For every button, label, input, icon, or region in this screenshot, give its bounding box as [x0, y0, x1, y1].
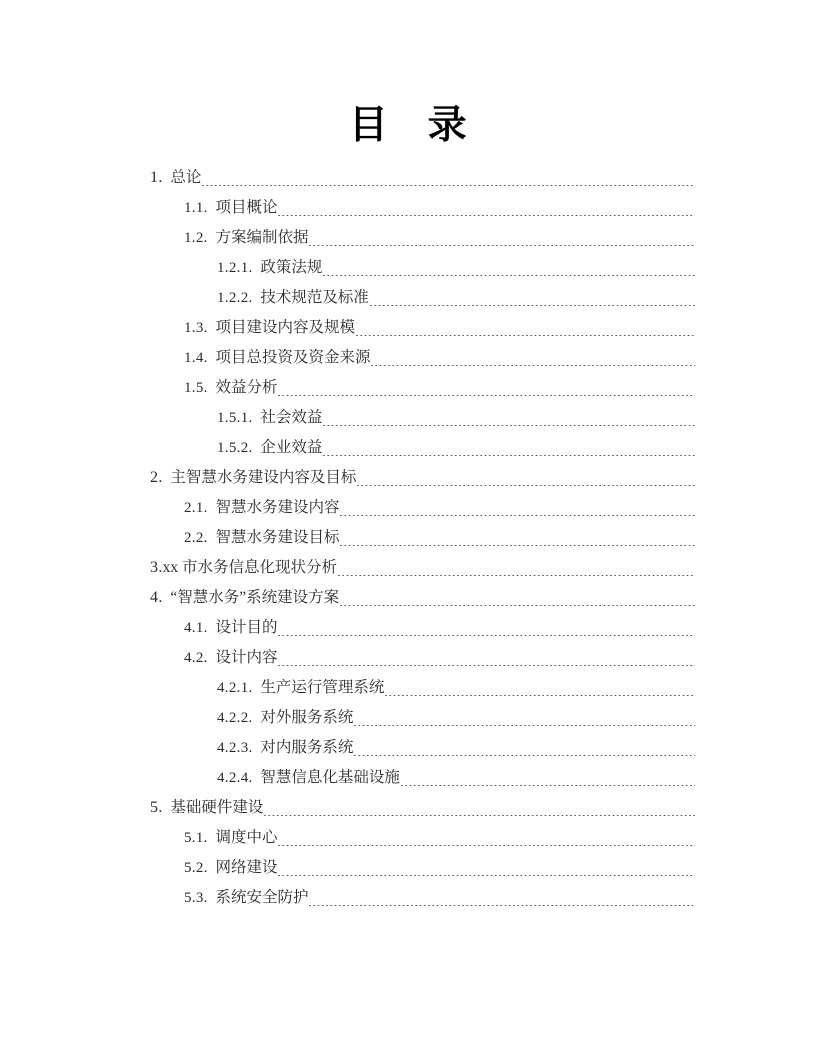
toc-dot-leader — [338, 575, 695, 576]
toc-entry[interactable] — [0, 283, 816, 313]
toc-dot-leader — [356, 335, 695, 336]
toc-dot-leader — [264, 815, 695, 816]
toc-dot-leader — [385, 695, 695, 696]
toc-entry-number: 4. — [150, 589, 163, 606]
toc-entry-label: 方案编制依据 — [215, 229, 309, 246]
toc-entry-gap — [163, 463, 171, 493]
toc-entry[interactable] — [0, 733, 816, 763]
toc-entry[interactable] — [0, 643, 816, 673]
toc-entry[interactable] — [0, 583, 816, 613]
toc-entry-gap — [163, 583, 171, 613]
toc-entry[interactable] — [0, 883, 816, 913]
toc-dot-leader — [370, 305, 695, 306]
toc-entry-label: 智慧水务建设内容 — [215, 499, 340, 516]
toc-dot-leader — [278, 635, 695, 636]
toc-entry[interactable] — [0, 463, 816, 493]
toc-entry-label: xx 市水务信息化现状分析 — [162, 559, 338, 576]
toc-entry-number: 1.2. — [184, 230, 208, 246]
toc-entry-gap — [208, 523, 216, 553]
toc-entry-label: 对内服务系统 — [260, 739, 354, 756]
toc-entry-gap — [208, 613, 216, 643]
toc-dot-leader — [309, 905, 695, 906]
toc-entry-gap — [208, 853, 216, 883]
toc-entry-number: 4.2.3. — [217, 740, 253, 756]
toc-entry-label: 调度中心 — [215, 829, 278, 846]
toc-entry-gap — [253, 283, 261, 313]
toc-entry-label: 技术规范及标准 — [260, 289, 369, 306]
toc-entry-label: 设计内容 — [215, 649, 278, 666]
toc-entry-label: 项目建设内容及规模 — [215, 319, 355, 336]
toc-dot-leader — [323, 275, 695, 276]
toc-entry-label: 主智慧水务建设内容及目标 — [170, 469, 357, 486]
toc-entry-number: 1.1. — [184, 200, 208, 216]
toc-entry[interactable] — [0, 373, 816, 403]
toc-dot-leader — [357, 485, 695, 486]
toc-entry-number: 5.1. — [184, 830, 208, 846]
toc-entry-number: 2.2. — [184, 530, 208, 546]
toc-entry-number: 5.2. — [184, 860, 208, 876]
toc-entry-number: 4.2.2. — [217, 710, 253, 726]
toc-dot-leader — [278, 215, 695, 216]
toc-entry-label: 基础硬件建设 — [170, 799, 264, 816]
toc-entry-gap — [208, 343, 216, 373]
toc-entry[interactable] — [0, 613, 816, 643]
toc-entry-label: 项目概论 — [215, 199, 278, 216]
toc-entry-gap — [253, 703, 261, 733]
toc-entry-number: 2. — [150, 469, 163, 486]
toc-entry[interactable] — [0, 223, 816, 253]
toc-entry-label: 社会效益 — [260, 409, 323, 426]
toc-entry[interactable] — [0, 793, 816, 823]
toc-entry-gap — [208, 823, 216, 853]
toc-entry[interactable] — [0, 163, 816, 193]
toc-entry-gap — [208, 313, 216, 343]
toc-dot-leader — [323, 455, 695, 456]
toc-entry-number: 1.5.1. — [217, 410, 253, 426]
toc-entry-label: 对外服务系统 — [260, 709, 354, 726]
toc-entry-gap — [253, 253, 261, 283]
toc-entry-number: 5. — [150, 799, 163, 816]
toc-entry-label: 智慧信息化基础设施 — [260, 769, 400, 786]
toc-entry-gap — [208, 373, 216, 403]
page-title: 目 录 — [348, 104, 468, 147]
toc-entry-number: 3. — [150, 559, 163, 576]
toc-dot-leader — [340, 605, 695, 606]
toc-entry-gap — [253, 733, 261, 763]
toc-dot-leader — [278, 395, 695, 396]
toc-dot-leader — [323, 425, 695, 426]
toc-entry[interactable] — [0, 703, 816, 733]
toc-dot-leader — [202, 185, 695, 186]
toc-dot-leader — [278, 665, 695, 666]
toc-entry-gap — [208, 493, 216, 523]
toc-entry-label: 智慧水务建设目标 — [215, 529, 340, 546]
toc-entry-number: 4.2. — [184, 650, 208, 666]
toc-entry-label: 政策法规 — [260, 259, 323, 276]
toc-dot-leader — [354, 755, 695, 756]
toc-entry-label: 网络建设 — [215, 859, 278, 876]
toc-entry-gap — [253, 433, 261, 463]
toc-entry-gap — [208, 193, 216, 223]
toc-entry[interactable] — [0, 403, 816, 433]
toc-entry-gap — [208, 223, 216, 253]
toc-entry[interactable] — [0, 553, 816, 583]
toc-entry-number: 1.5.2. — [217, 440, 253, 456]
toc-entry-label: 企业效益 — [260, 439, 323, 456]
toc-entry-number: 5.3. — [184, 890, 208, 906]
toc-entry-label: 效益分析 — [215, 379, 278, 396]
toc-dot-leader — [401, 785, 695, 786]
toc-entry[interactable] — [0, 493, 816, 523]
toc-dot-leader — [278, 875, 695, 876]
toc-dot-leader — [278, 845, 695, 846]
toc-entry-number: 1.5. — [184, 380, 208, 396]
toc-dot-leader — [354, 725, 695, 726]
toc-entry-gap — [208, 643, 216, 673]
toc-entry-label: 生产运行管理系统 — [260, 679, 385, 696]
toc-entry[interactable] — [0, 193, 816, 223]
toc-entry-number: 4.2.1. — [217, 680, 253, 696]
toc-entry-gap — [208, 883, 216, 913]
toc-entry-gap — [253, 403, 261, 433]
toc-dot-leader — [340, 545, 695, 546]
toc-entry-label: 总论 — [170, 169, 202, 186]
toc-dot-leader — [371, 365, 695, 366]
toc-entry[interactable] — [0, 763, 816, 793]
toc-entry[interactable] — [0, 313, 816, 343]
toc-entry-number: 4.2.4. — [217, 770, 253, 786]
toc-dot-leader — [309, 245, 695, 246]
toc-entry[interactable] — [0, 853, 816, 883]
toc-entry-gap — [163, 163, 171, 193]
toc-entry[interactable] — [0, 823, 816, 853]
toc-entry-number: 1.2.1. — [217, 260, 253, 276]
toc-entry-number: 1.3. — [184, 320, 208, 336]
toc-entry-gap — [253, 673, 261, 703]
toc-entry[interactable] — [0, 523, 816, 553]
toc-entry-gap — [163, 793, 171, 823]
toc-entry-label: 项目总投资及资金来源 — [215, 349, 371, 366]
toc-entry-number: 4.1. — [184, 620, 208, 636]
toc-dot-leader — [340, 515, 695, 516]
toc-entry-label: “智慧水务”系统建设方案 — [170, 589, 340, 606]
toc-entry-number: 1.4. — [184, 350, 208, 366]
toc-entry-number: 2.1. — [184, 500, 208, 516]
toc-entry-number: 1.2.2. — [217, 290, 253, 306]
toc-entry[interactable] — [0, 343, 816, 373]
toc-entry-label: 设计目的 — [215, 619, 278, 636]
toc-entry-gap — [253, 763, 261, 793]
toc-entry[interactable] — [0, 673, 816, 703]
toc-entry-label: 系统安全防护 — [215, 889, 309, 906]
toc-entry[interactable] — [0, 433, 816, 463]
toc-entry[interactable] — [0, 253, 816, 283]
toc-entry-number: 1. — [150, 169, 163, 186]
table-of-contents — [0, 163, 816, 913]
